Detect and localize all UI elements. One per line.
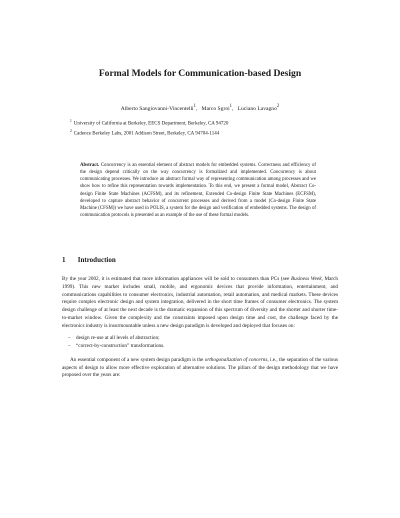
section-heading bbox=[62, 256, 338, 265]
list-item: – design re-use at all levels of abstraction; bbox=[68, 335, 160, 342]
paragraph: An essential component of a new system design paradigm is the orthogonalization of concerns, i.e., the separation of the various aspects of design to allow more effective exploration of alternative solutions. The pillars of the design methodology that we have proposed over the years are: bbox=[62, 356, 338, 379]
author-line: Alberto Sangiovanni-Vincentelli$^1$, Marco Sgroi$^1$, Luciano Lavagno$^2$ bbox=[120, 104, 280, 112]
author-affiliation-mark: 1 bbox=[229, 104, 232, 109]
abstract-label: Abstract. bbox=[80, 163, 100, 168]
affiliation-line: $^2$Cadence Berkeley Labs, 2001 Addison Street, Berkeley, CA 94704-1144 bbox=[70, 128, 220, 137]
abstract bbox=[80, 162, 316, 219]
section-number: 1 bbox=[62, 256, 66, 264]
bullet-list bbox=[62, 335, 338, 351]
affiliations bbox=[70, 118, 332, 137]
author-name: Alberto Sangiovanni-Vincentelli bbox=[120, 105, 194, 112]
emphasis: orthogonalization of concerns bbox=[204, 356, 268, 363]
section-body bbox=[62, 276, 338, 380]
affiliation-line: $^1$University of California at Berkeley, EECS Department, Berkeley, CA 94720 bbox=[70, 119, 229, 127]
author-name: Marco Sgroi bbox=[201, 105, 230, 112]
list-item: – “correct-by-construction” transformations. bbox=[68, 343, 165, 349]
paper-title: Formal Models for Communication-based Design bbox=[98, 68, 302, 79]
paragraph: By the year 2002, it is estimated that more information appliances will be sold to consumers than PCs (see Business Week, March 1999). This new market includes small, mobile, and ergonomic devices that provide information, entertainment, and communications capabilities to consumer electronics, industrial automation, retail automation, and medical markets. These devices require complex electronic design and system integration, delivered in the short time frames of consumer electronics. The system design challenge of at least the next decade is the dramatic expansion of this spectrum of diversity and the shorter and shorter time-to-market window. Given the complexity and the constraints imposed upon design time and cost, the challenge faced by the electronics industry is insurmountable unless a new design paradigm is developed and deployed that focuses on: bbox=[62, 276, 338, 329]
author-affiliation-mark: 2 bbox=[276, 104, 280, 109]
author-name: Luciano Lavagno bbox=[237, 105, 277, 112]
emphasis: Business Week bbox=[290, 276, 322, 282]
section-title: Introduction bbox=[77, 256, 116, 264]
abstract-text: Concurrency is an essential element of abstract models for embedded systems. Correctness and efficiency of the design depend critically on the way concurrency is formalized and implemented. Concurrency is about communicating processes. We introduce an abstract formal way of representing communication among processes and we show how to refine this representation towards implementation. To this end, we present a formal model, Abstract Co-design Finite State Machines (ACFSM), and its refinement, Extended Co-design Finite State Machines (ECFSM), developed to capture abstract behavior of concurrent processes and derived from a model (Co-design Finite State Machine (CFSM)) we have used in POLIS, a system for the design and verification of embedded systems. The design of communication protocols is presented as an example of the use of these formal models. bbox=[80, 163, 316, 219]
author-affiliation-mark: 1 bbox=[193, 104, 196, 109]
